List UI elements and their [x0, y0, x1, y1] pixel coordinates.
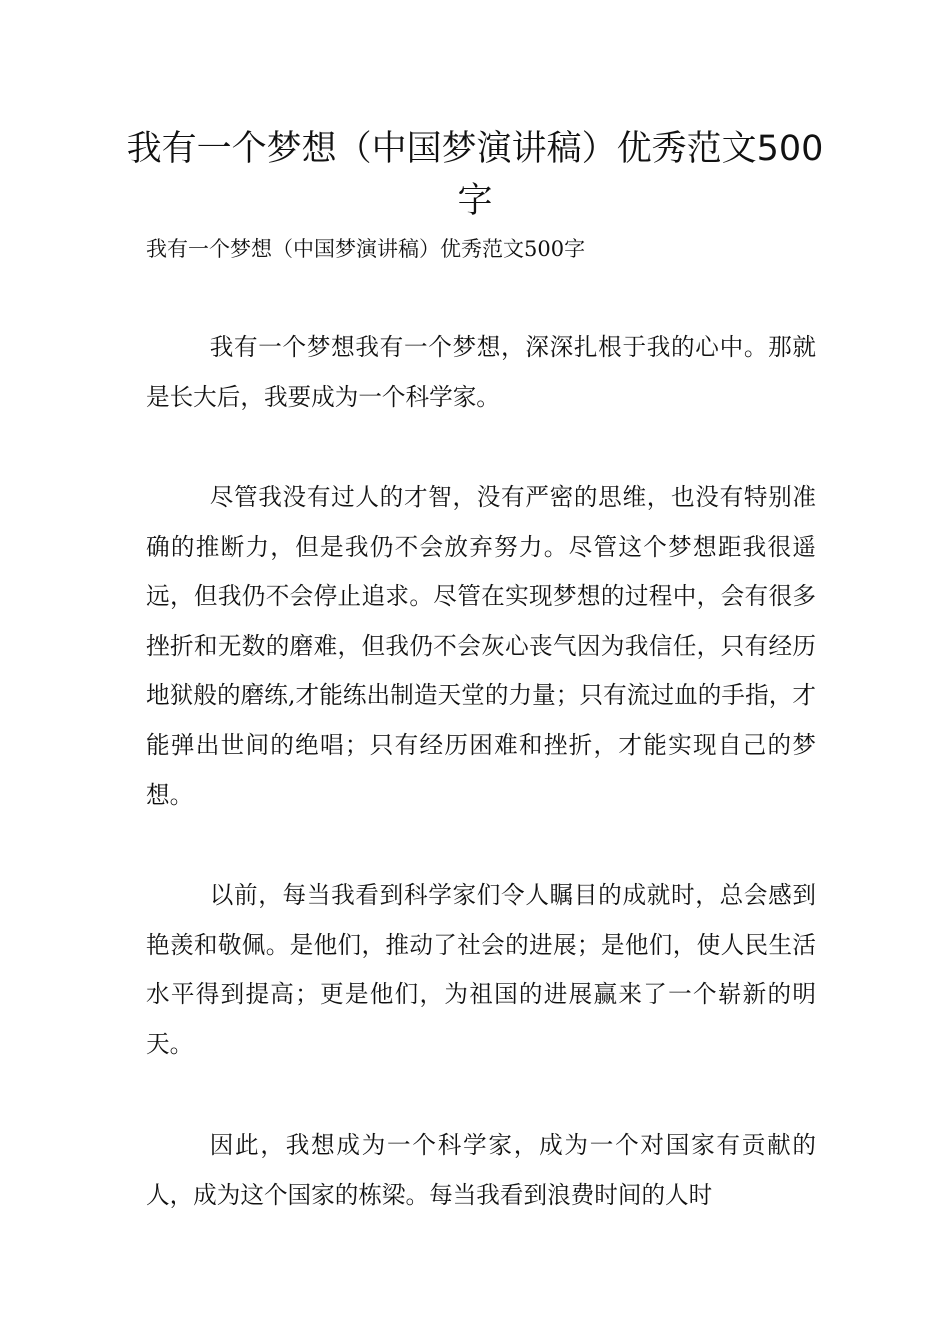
document-title: 我有一个梦想（中国梦演讲稿）优秀范文500字: [126, 129, 824, 221]
body-paragraph-3: 以前，每当我看到科学家们令人瞩目的成就时，总会感到艳羡和敬佩。是他们，推动了社会的进展；是他们，使人民生活水平得到提高；更是他们，为祖国的进展赢来了一个崭新的明天。: [146, 881, 816, 1058]
document-subtitle: 我有一个梦想（中国梦演讲稿）优秀范文500字: [146, 237, 586, 261]
body-paragraph-1: 我有一个梦想我有一个梦想，深深扎根于我的心中。那就是长大后，我要成为一个科学家。: [146, 333, 816, 411]
body-paragraph-2: 尽管我没有过人的才智，没有严密的思维，也没有特别准确的推断力，但是我仍不会放弃努力。尽管这个梦想距我很遥远，但我仍不会停止追求。尽管在实现梦想的过程中，会有很多挫折和无数的磨难，但我仍不会灰心丧气因为我信任，只有经历地狱般的磨练,才能练出制造天堂的力量；只有流过血的手指，才能弹出世间的绝唱；只有经历困难和挫折，才能实现自己的梦想。: [146, 483, 816, 809]
body-paragraph-4: 因此，我想成为一个科学家，成为一个对国家有贡献的人，成为这个国家的栋梁。每当我看到浪费时间的人时: [146, 1131, 816, 1209]
